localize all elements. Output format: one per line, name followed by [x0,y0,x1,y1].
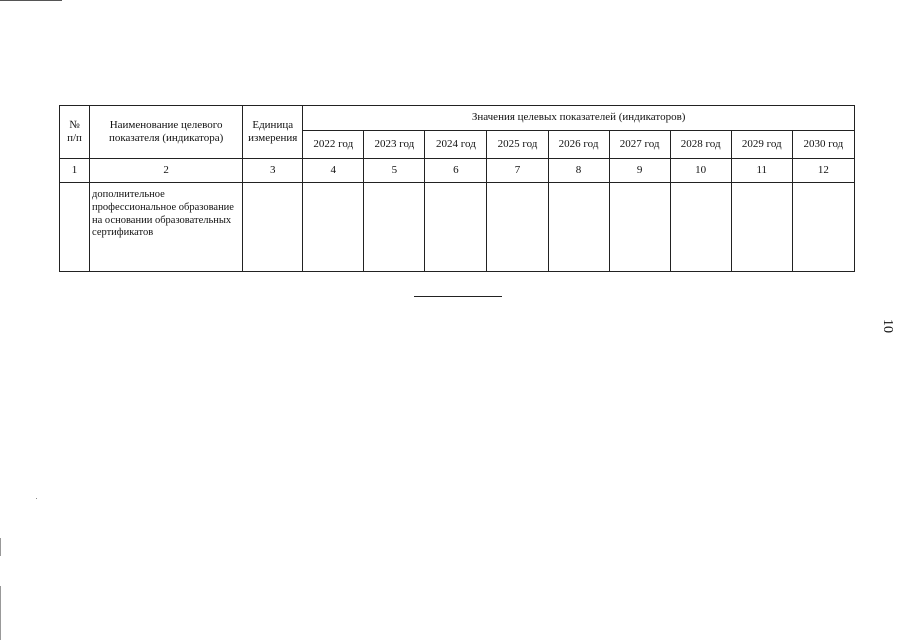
column-number: 7 [487,159,548,183]
scan-dot [36,498,37,499]
top-left-rule [0,0,62,1]
column-number: 10 [670,159,731,183]
row-value-cell [487,183,548,272]
column-number: 9 [609,159,670,183]
row-value-cell [364,183,425,272]
column-numbers-row [60,159,855,183]
header-unit: Единица измерения [243,106,303,159]
column-number: 8 [548,159,609,183]
header-year: 2022 год [303,131,364,159]
table-row [60,183,855,272]
row-value-cell [670,183,731,272]
header-num: № п/п [60,106,90,159]
header-year: 2026 год [548,131,609,159]
indicators-table [59,105,855,272]
row-value-cell [792,183,854,272]
header-year: 2025 год [487,131,548,159]
column-number: 11 [731,159,792,183]
row-value-cell [609,183,670,272]
column-number: 1 [60,159,90,183]
end-of-table-rule [414,296,502,297]
row-value-cell [548,183,609,272]
header-year: 2027 год [609,131,670,159]
header-year: 2023 год [364,131,425,159]
column-number: 3 [243,159,303,183]
column-number: 2 [90,159,243,183]
page-number: 10 [880,319,895,333]
header-indicator-name: Наименование целевого показателя (индикатора) [90,106,243,159]
column-number: 5 [364,159,425,183]
scan-edge-mark [0,586,1,640]
row-value-cell [303,183,364,272]
scan-edge-mark [0,538,1,556]
row-num-cell [60,183,90,272]
column-number: 6 [425,159,487,183]
header-year: 2024 год [425,131,487,159]
row-value-cell [425,183,487,272]
column-number: 12 [792,159,854,183]
row-indicator-name-cell: дополнительное профессиональное образование на основании образовательных сертификатов [90,183,243,272]
header-values-group: Значения целевых показателей (индикаторов) [303,106,855,131]
row-value-cell [731,183,792,272]
row-unit-cell [243,183,303,272]
header-year: 2028 год [670,131,731,159]
header-year: 2029 год [731,131,792,159]
header-row [60,106,855,131]
header-year: 2030 год [792,131,854,159]
column-number: 4 [303,159,364,183]
